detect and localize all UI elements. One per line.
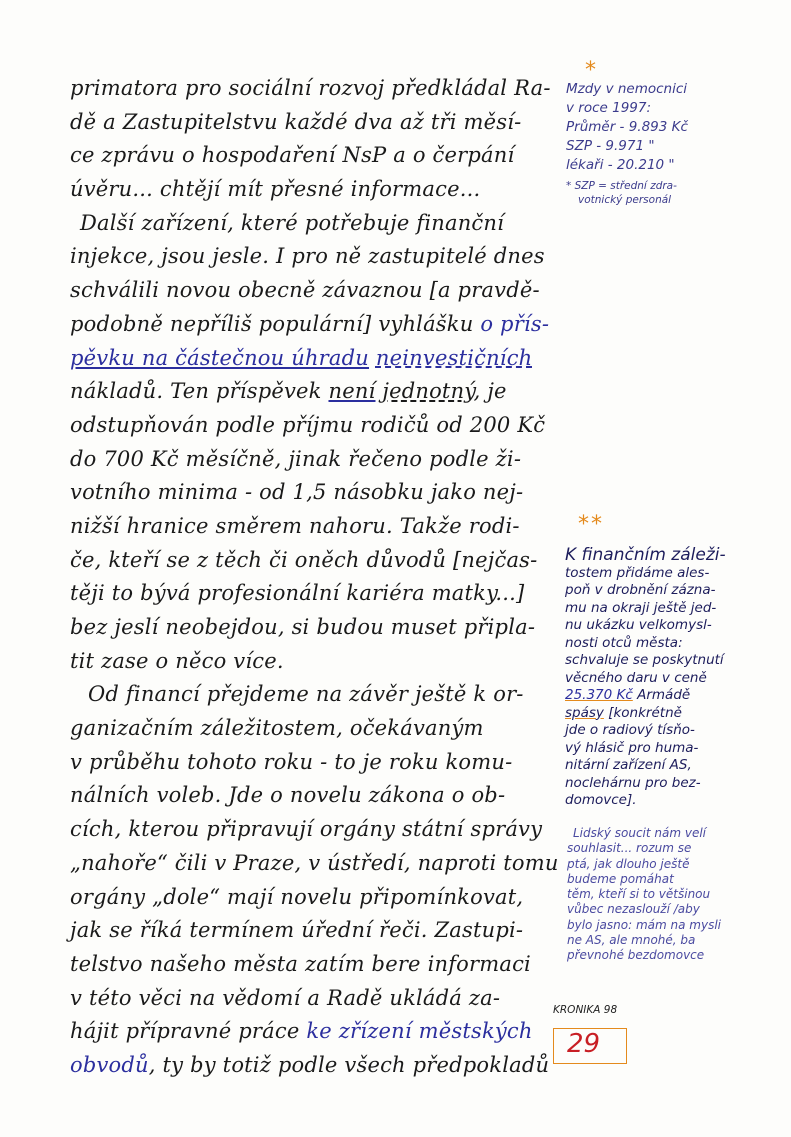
text-line-content: primatora pro sociální rozvoj předkládal Ra- <box>70 76 551 100</box>
text-line <box>70 274 550 308</box>
text-line <box>70 139 550 173</box>
note-word: spásy <box>565 704 604 721</box>
note-row: schvaluje se poskytnutí <box>565 652 724 668</box>
text-line-content: injekce, jsou jesle. I pro ně zastupitelé dnes <box>70 244 545 269</box>
note-row: lékaři - 20.210 " <box>566 157 675 173</box>
text-line <box>70 746 550 780</box>
note-row: mu na okraji ještě jed- <box>565 599 717 616</box>
text-line-content: obvodů, ty by totiž podle všech předpokladů <box>70 1052 550 1077</box>
text-line-content: v této věci na vědomí a Radě ukládá za- <box>70 985 501 1010</box>
double-asterisk-icon: ** <box>578 512 604 537</box>
text-line <box>70 544 550 578</box>
text-line <box>70 72 550 106</box>
text-line <box>70 342 550 376</box>
highlighted-phrase: neinvestičních <box>375 345 533 370</box>
text-line <box>70 881 550 915</box>
note-row: věcného daru v ceně <box>565 669 707 686</box>
highlighted-phrase: ke zřízení městských <box>306 1019 533 1044</box>
note-row: K finančním záleži- <box>565 545 726 565</box>
text-line-content: orgány „dole“ mají novelu připomínkovat, <box>70 884 524 909</box>
text-line-content: odstupňován podle příjmu rodičů od 200 Kč <box>70 412 546 437</box>
text-line-content: jak se říká termínem úřední řeči. Zastupi- <box>70 918 524 943</box>
text-line-content: tit zase o něco více. <box>70 648 284 673</box>
asterisk-icon: * <box>585 58 596 83</box>
note-row: Mzdy v nemocnici <box>566 81 688 97</box>
text-line-content: nálních voleb. Jde o novelu zákona o ob- <box>70 783 506 808</box>
text-line <box>70 1015 550 1049</box>
text-line-content: cích, kterou připravují orgány státní správy <box>70 817 543 842</box>
text-line <box>70 847 559 881</box>
text-line-content: „nahoře“ čili v Praze, v ústředí, naproti tomu <box>70 850 559 875</box>
underlined-word: jednotný <box>382 379 474 404</box>
text-line-content: hájit přípravné práce <box>70 1019 300 1044</box>
note-row: ptá, jak dlouho ještě <box>567 856 690 871</box>
text-line <box>70 308 550 342</box>
note-row: tostem přidáme ales- <box>565 564 710 581</box>
text-line-content: Další zařízení, které potřebuje finanční <box>80 210 505 235</box>
note-row: v roce 1997: <box>566 100 652 116</box>
text-line <box>70 240 550 274</box>
note-row: převnohé bezdomovce <box>567 948 705 963</box>
note-row <box>565 705 765 723</box>
note-row: nu ukázku velkomysl- <box>565 617 712 633</box>
text-line <box>70 577 550 611</box>
text-line <box>70 712 550 746</box>
note-row: noclehárnu pro bez- <box>565 774 701 791</box>
text-line-content: v průběhu tohoto roku - to je roku komu- <box>70 749 513 774</box>
text-line-content: če, kteří se z těch či oněch důvodů [nejčas- <box>70 547 538 572</box>
text-line-content: , je <box>473 379 507 404</box>
text-line-content: těji to bývá profesionální kariéra matky...] <box>70 581 525 606</box>
note-row: votnický personál <box>578 194 672 206</box>
note-row: nosti otců města: <box>565 634 683 651</box>
text-line-content: dě a Zastupitelstvu každé dva až tři měsí- <box>70 109 522 134</box>
text-line-content: úvěru... chtějí mít přesné informace... <box>70 177 481 202</box>
note-row: vůbec nezaslouží /aby <box>567 902 700 917</box>
text-line <box>70 611 550 645</box>
note-row: nitární zařízení AS, <box>565 757 692 773</box>
note-row: poň v drobnění zázna- <box>565 582 716 598</box>
wages-side-note <box>566 80 766 207</box>
note-row: vý hlásič pro huma- <box>565 739 699 756</box>
note-word: [konkrétně <box>608 704 682 721</box>
note-row: jde o radiový tísňo- <box>565 722 695 738</box>
text-line-content: ganizačním záležitostem, očekávaným <box>70 716 484 741</box>
note-row: * SZP = střední zdra- <box>566 180 677 192</box>
text-line <box>70 476 550 510</box>
text-line <box>70 510 550 544</box>
note-row: SZP - 9.971 " <box>566 138 655 154</box>
text-line-content: podobně nepříliš populární] vyhlášku <box>70 311 474 336</box>
highlighted-phrase: pěvku na částečnou úhradu <box>70 345 370 370</box>
main-text-column <box>70 72 559 1083</box>
text-line-content: bez jeslí neobejdou, si budou muset připla- <box>70 615 536 639</box>
amount-text: 25.370 Kč <box>565 687 633 703</box>
highlighted-phrase: o přís- <box>480 311 550 336</box>
page-number: 29 <box>567 1029 601 1059</box>
finance-side-note <box>565 547 765 810</box>
note-row: bylo jasno: mám na mysli <box>567 917 721 932</box>
text-line-content: schválili novou obecně závaznou [a pravdě- <box>70 278 540 303</box>
note-row: souhlasit... rozum se <box>567 841 692 856</box>
note-footnote <box>566 179 766 207</box>
text-line <box>70 982 550 1016</box>
text-line <box>70 1049 550 1083</box>
text-line <box>70 779 550 813</box>
text-line <box>70 813 550 847</box>
chronicle-label: KRONIKA 98 <box>553 1004 618 1016</box>
text-line <box>70 948 550 982</box>
text-line <box>70 678 550 712</box>
text-line <box>70 375 550 409</box>
note-row: budeme pomáhat <box>567 871 674 886</box>
highlighted-phrase: obvodů <box>70 1052 149 1077</box>
text-line-content: nižší hranice směrem nahoru. Takže rodi- <box>70 513 520 538</box>
text-line-content: do 700 Kč měsíčně, jinak řečeno podle ži- <box>70 446 522 471</box>
text-line <box>70 173 550 207</box>
text-line <box>70 106 550 140</box>
note-row: domovce]. <box>565 792 637 808</box>
text-line <box>70 443 550 477</box>
text-line-content: nákladů. Ten příspěvek <box>70 379 322 404</box>
note-row <box>565 687 765 705</box>
text-line <box>70 914 550 948</box>
text-line-content: Od financí přejdeme na závěr ještě k or- <box>88 682 524 707</box>
text-line-content: votního minima - od 1,5 násobku jako nej- <box>70 480 524 505</box>
text-line <box>70 207 550 241</box>
text-line <box>70 645 550 679</box>
underlined-word: není <box>328 379 376 404</box>
note-row: Lidský soucit nám velí <box>573 826 707 840</box>
note-row: Průměr - 9.893 Kč <box>566 119 688 135</box>
note-word: Armádě <box>637 687 691 703</box>
note-row: těm, kteří si to většinou <box>567 887 711 902</box>
text-line-content: telstvo našeho města zatím bere informaci <box>70 951 531 976</box>
text-line <box>70 409 550 443</box>
text-line-content: ce zprávu o hospodaření NsP a o čerpání <box>70 143 515 168</box>
compassion-side-note <box>567 826 767 964</box>
note-row: ne AS, ale mnohé, ba <box>567 933 696 948</box>
